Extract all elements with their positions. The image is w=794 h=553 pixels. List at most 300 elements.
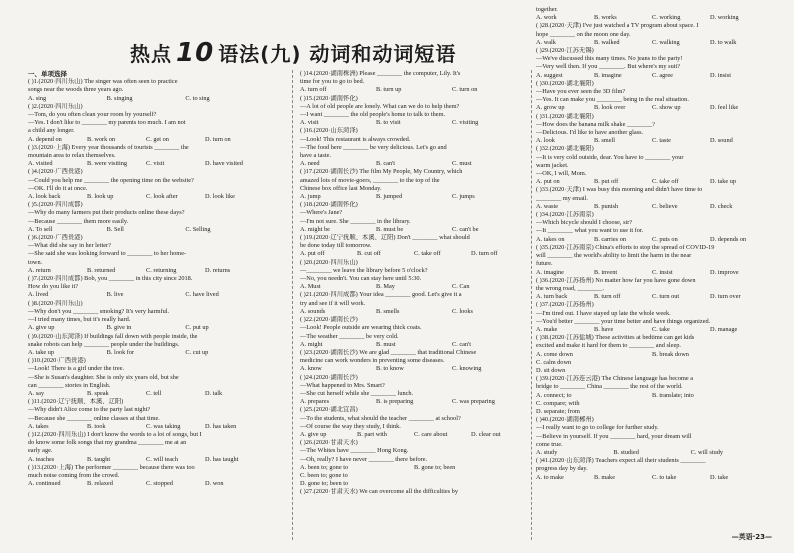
answer-options [536,293,768,301]
question-text: —Why don't you ________ smoking? It's very harmful. [28,307,170,315]
question-text: —The food here ________ be very delicious. Let's go and [300,143,447,151]
question-text: have a taste. [300,152,331,160]
answer-option[interactable]: B. can't [376,160,395,168]
title-number: 10 [176,38,215,68]
question-text: ( )21.(2020·四川成都) Your idea ________ good. Let's give it a [300,291,462,299]
answer-option[interactable]: D. improve [710,268,739,276]
answer-option[interactable]: A. continued [28,480,61,488]
answer-option[interactable]: B. live [106,291,124,299]
answer-option[interactable]: B. imagine [594,71,622,79]
answer-option[interactable]: A. teaches [28,455,55,463]
answer-option[interactable]: D. turn on [205,135,231,143]
answer-option[interactable]: A. put off [300,250,325,258]
question-item [536,186,768,211]
question-text: ( )23.(2020·湖南长沙) We are glad ________ that traditional Chinese [300,348,477,356]
answer-option[interactable]: C. take off [652,178,679,186]
question-text: ( )14.(2020·湖南株洲) Please ________ the computer, Lily. It's [300,70,461,77]
question-text: ( )40.(2020·湖南郴州) [536,416,594,424]
answer-option[interactable]: B. studied [613,448,639,456]
answer-option[interactable]: B. turn up [376,86,402,94]
answer-option[interactable]: B. translate; into [652,391,694,399]
question-item [28,168,264,201]
answer-options [300,398,528,406]
answer-option[interactable]: C. take [652,325,670,333]
question-text: —Because ________ them more easily. [28,217,129,225]
answer-option[interactable]: D. take up [710,178,737,186]
question-text: —I tried many times, but it's really hard. [28,316,131,324]
answer-options [536,104,768,112]
answer-option[interactable]: A. know [300,365,322,373]
question-text: ( )39.(2020·江苏连云港) The Chinese language has become a [536,375,694,383]
question-text: snake robots can help ________ people under the buildings. [28,340,180,348]
question-text: ( )10.(2020·广西贵港) [28,357,86,365]
answer-option[interactable]: B. look up [87,193,114,201]
answer-option[interactable]: A. look [536,137,555,145]
answer-option[interactable]: A. give up [300,430,327,438]
answer-option[interactable]: B. walked [594,38,620,46]
question-text: ( )26.(2020·甘肃天水) [300,439,358,447]
question-text: —I really want to go to college for further study. [536,424,659,432]
answer-option[interactable]: D. has taken [205,422,237,430]
answer-options [536,39,768,47]
question-item [536,359,768,375]
answer-option[interactable]: C. turn out [652,293,680,301]
answer-option[interactable]: C. returning [146,266,177,274]
answer-option[interactable]: B. cut off [357,250,381,258]
answer-option[interactable]: C. have lived [185,291,219,299]
column-2 [300,70,528,497]
question-text: ( )33.(2020·天津) I was busy this morning and didn't have time to [536,186,703,194]
question-item [536,22,768,47]
question-text: ( )34.(2020·江苏南京) [536,211,594,219]
page-footer: —英语·23— [731,533,772,541]
answer-option[interactable]: A. make [536,325,558,333]
question-text: ( )11.(2020·辽宁抚顺、本溪、辽阳) [28,398,124,406]
answer-option[interactable]: A. put on [536,178,560,186]
question-item [28,103,264,144]
answer-option[interactable]: C. put up [185,324,209,332]
question-text: ( )18.(2020·湖南怀化) [300,201,358,209]
answer-option[interactable]: B. smells [376,307,400,315]
answer-option[interactable]: B. singing [106,94,133,102]
answer-options [28,267,264,275]
answer-option[interactable]: C. knowing [452,365,482,373]
answer-options [28,95,264,103]
question-text: amazed lots of movie-goers, ________ to the top of the [300,176,440,184]
answer-options [300,250,528,258]
answer-option[interactable]: D. look like [205,193,235,201]
question-text: the wrong road, ________. [536,284,605,292]
answer-option[interactable]: C. was taking [146,422,181,430]
answer-option[interactable]: B. returned [87,266,116,274]
question-text: ( )3.(2020·上海) Every year thousands of tourists ________ the [28,143,189,151]
answer-options [28,480,264,488]
answer-option[interactable]: D. depends on [710,235,747,243]
answer-option[interactable]: A. give up [28,324,55,332]
question-item [28,398,264,431]
answer-option[interactable]: D. talk [205,389,223,397]
question-text: ( )19.(2020·辽宁抚顺、本溪、辽阳) Don't ________ what should [300,234,470,242]
question-text: C. been to; gone to [300,471,348,479]
question-item [536,211,768,244]
answer-option[interactable]: C. insist [652,268,673,276]
answer-option[interactable]: B. relaxed [87,480,113,488]
question-text: time for you to go to bed. [300,78,365,86]
answer-options [28,456,264,464]
answer-options [536,474,768,482]
answer-option[interactable]: C. can't be [452,225,479,233]
answer-option[interactable]: A. waste [536,202,559,210]
answer-option[interactable]: A. study [536,448,558,456]
answer-option[interactable]: C. cut up [185,348,209,356]
question-item [28,275,264,300]
question-item [300,168,528,201]
answer-option[interactable]: A. lived [28,291,49,299]
question-item [536,47,768,80]
question-text: —What did she say in her letter? [28,242,111,250]
question-item [300,291,528,316]
question-text: —She is Susan's daughter. She is only six years old, but she [28,373,179,381]
question-text: D. gone to; been to [300,480,349,488]
question-text: —I'm not sure. She ________ in the library. [300,217,411,225]
question-item [536,375,768,400]
question-text: future. [536,260,553,268]
answer-option[interactable]: A. work [536,14,557,22]
answer-option[interactable]: A. come down [536,350,573,358]
answer-options [536,351,768,359]
question-text: —Why didn't Alice come to the party last night? [28,406,151,414]
answer-option[interactable]: B. May [376,283,395,291]
answer-option[interactable]: B. work on [87,135,116,143]
column-3 [536,6,768,482]
answer-option[interactable]: D. working [710,14,739,22]
question-item [300,95,528,128]
answer-option[interactable]: A. connect; to [536,391,572,399]
question-text: ( )25.(2020·湖北宜昌) [300,406,358,414]
question-text: D. sit down [536,366,566,374]
answer-option[interactable]: D. sound [710,137,733,145]
answer-option[interactable]: A. need [300,160,320,168]
answer-option[interactable]: A. imagine [536,268,564,276]
question-text: ( )36.(2020·江苏扬州) No matter how far you have gone down [536,276,696,284]
answer-options [28,390,264,398]
answer-options [300,160,528,168]
question-text: do know some folk songs that my grandma ________ me at an [28,439,187,447]
question-text: —Of course the way they study, I think. [300,422,401,430]
question-text: ( )1.(2020·四川乐山) The singer was often seen to practice [28,78,178,86]
answer-option[interactable]: C. visit [146,160,165,168]
answer-option[interactable]: C. working [652,14,681,22]
question-item [28,431,264,464]
answer-option[interactable]: B. invent [594,268,618,276]
answer-option[interactable]: B. must be [376,225,404,233]
question-text: ( )8.(2020·四川乐山) [28,299,83,307]
answer-option[interactable]: D. to walk [710,38,737,46]
answer-option[interactable]: C. jumps [452,193,475,201]
answer-option[interactable]: B. jumped [376,193,403,201]
answer-option[interactable]: A. look back [28,193,61,201]
answer-option[interactable]: C. care about [414,430,448,438]
question-item [300,488,528,496]
question-list-3 [536,6,768,482]
question-text: excited and make it hard for them to ________ and sleep. [536,342,681,350]
answer-option[interactable]: B. punish [594,202,619,210]
question-text: ( )9.(2020·山东菏泽) If buildings fall down with people inside, the [28,332,198,340]
question-text: C. calm down [536,358,572,366]
question-item [536,277,768,302]
question-text: —No, you needn't. You can stay here until 5:30. [300,275,422,283]
answer-options [28,324,264,332]
answer-option[interactable]: D. take [710,473,729,481]
answer-option[interactable]: C. to take [652,473,677,481]
question-text: —A lot of old people are lonely. What can we do to help them? [300,102,460,110]
question-text: hope ________ on the moon one day. [536,30,631,38]
answer-options [300,226,528,234]
question-item [536,244,768,277]
answer-option[interactable]: C. take off [414,250,441,258]
answer-option[interactable]: A. been to; gone to [300,463,349,471]
title-rest: 语法(九) 动词和动词短语 [218,42,457,66]
question-text: ( )29.(2020·江苏无锡) [536,47,594,55]
question-text: ________ my email. [536,194,588,202]
question-text: ( )6.(2020·广西贵港) [28,234,83,242]
answer-option[interactable]: A. take up [28,348,55,356]
answer-options [536,326,768,334]
answer-option[interactable]: B. taught [87,455,111,463]
answer-option[interactable]: B. put off [594,178,619,186]
answer-option[interactable]: D. have visited [205,160,243,168]
answer-option[interactable]: B. turn off [594,293,621,301]
question-text: —How does the banana milk shake ________? [536,120,655,128]
question-text: ( )32.(2020·湖北襄阳) [536,145,594,153]
question-item [300,406,528,439]
answer-option[interactable]: C. visiting [452,119,479,127]
answer-options [536,14,768,22]
answer-option[interactable]: D. insist [710,71,731,79]
question-item [300,201,528,234]
answer-option[interactable]: B. were visiting [87,160,128,168]
question-item [300,259,528,292]
question-text: a child any longer. [28,127,75,135]
answer-option[interactable]: C. Can [452,283,470,291]
answer-option[interactable]: C. tell [146,389,162,397]
answer-option[interactable]: B. is preparing [376,398,414,406]
question-item [536,334,768,359]
answer-option[interactable]: D. check [710,202,733,210]
question-text: —I'm tired out. I have stayed up late the whole week. [536,309,671,317]
answer-options [300,283,528,291]
question-text: —It is very cold outside, dear. You have to ________ your [536,153,684,161]
question-text: town. [28,258,43,266]
question-item [300,234,528,259]
answer-option[interactable]: D. returns [205,266,231,274]
question-text: —She cut herself while she ________ lunch. [300,389,414,397]
question-item [300,439,528,472]
answer-option[interactable]: B. works [594,14,617,22]
question-text: How do you like it? [28,283,79,291]
question-text: —The weather ________ be very cold. [300,332,399,340]
answer-option[interactable]: D. clear out [471,430,501,438]
answer-option[interactable]: C. will teach [146,455,179,463]
title-prefix: 热点 [130,42,172,66]
answer-option[interactable]: C. walking [652,38,680,46]
answer-option[interactable]: D. manage [710,325,738,333]
answer-option[interactable]: A. say [28,389,45,397]
question-text: ( )20.(2020·四川乐山) [300,258,358,266]
question-text: —I want ________ the old people's home to talk to them. [300,111,446,119]
answer-option[interactable]: B. look over [594,104,626,112]
question-item [28,333,264,358]
answer-option[interactable]: B. look for [106,348,135,356]
answer-option[interactable]: B. have [594,325,614,333]
question-text: —Tom, do you often clean your room by yourself? [28,111,157,119]
answer-option[interactable]: B. must [376,340,396,348]
answer-option[interactable]: D. turn off [471,250,498,258]
question-item [300,374,528,407]
question-text: ( )7.(2020·四川成都) Bob, you ________ in this city since 2018. [28,275,193,283]
answer-option[interactable]: C. will study [690,448,724,456]
answer-option[interactable]: C. can't [452,340,471,348]
question-item [300,349,528,374]
answer-option[interactable]: A. depend on [28,135,62,143]
question-item [28,357,264,398]
answer-options [300,341,528,349]
question-text: —Have you ever seen the 3D film? [536,88,626,96]
answer-option[interactable]: C. to sing [185,94,210,102]
answer-option[interactable]: C. show up [652,104,681,112]
question-item [536,457,768,482]
answer-options [28,423,264,431]
answer-option[interactable]: B. to visit [376,119,401,127]
answer-option[interactable]: A. To sell [28,225,53,233]
answer-options [300,365,528,373]
answer-option[interactable]: A. takes on [536,235,565,243]
question-item [28,201,264,234]
answer-option[interactable]: A. Must [300,283,321,291]
answer-option[interactable]: D. won [205,480,224,488]
question-text: try and see if it will work. [300,299,366,307]
answer-option[interactable]: C. was preparing [452,398,495,406]
answer-option[interactable]: A. might be [300,225,330,233]
answer-option[interactable]: B. give in [106,324,132,332]
section-heading: 一、单项选择 [28,70,67,78]
question-item [536,6,768,22]
answer-option[interactable]: C. Selling [185,225,211,233]
answer-option[interactable]: B. carries on [594,235,626,243]
answer-option[interactable]: A. return [28,266,51,274]
answer-option[interactable]: A. turn back [536,293,568,301]
answer-option[interactable]: B. smell [594,137,615,145]
question-text: —You'd better ________ your time better and have things organized. [536,317,711,325]
question-text: —Because she ________ online classes at that time. [28,414,160,422]
answer-option[interactable]: B. make [594,473,615,481]
question-text: ( )38.(2020·江苏盐城) These activities at bedtime can get kids [536,334,695,342]
answer-option[interactable]: B. break down [652,350,689,358]
answer-option[interactable]: B. gone to; been [414,463,456,471]
answer-option[interactable]: C. turn on [452,86,478,94]
answer-option[interactable]: B. Sell [106,225,124,233]
answer-option[interactable]: B. speak [87,389,109,397]
answer-options [300,431,528,439]
page-title [130,38,456,68]
answer-option[interactable]: A. prepares [300,398,330,406]
question-item [300,472,528,488]
answer-option[interactable]: C. must [452,160,472,168]
answer-option[interactable]: C. stopped [146,480,173,488]
answer-option[interactable]: A. jump [300,193,321,201]
question-text: —Why do many farmers put their products online these days? [28,209,185,217]
question-text: be done today till tomorrow. [300,242,372,250]
question-text: C. compare; with [536,399,580,407]
question-text: mountain area to relax themselves. [28,152,116,160]
question-text: come true. [536,440,563,448]
answer-option[interactable]: A. sounds [300,307,326,315]
answer-option[interactable]: C. agree [652,71,673,79]
question-item [536,416,768,457]
answer-option[interactable]: D. has taught [205,455,239,463]
answer-option[interactable]: C. puts on [652,235,678,243]
answer-option[interactable]: C. taste [652,137,671,145]
answer-option[interactable]: D. turn over [710,293,741,301]
answer-option[interactable]: C. get on [146,135,169,143]
question-list-1 [28,78,264,488]
answer-options [300,86,528,94]
answer-option[interactable]: A. suggest [536,71,563,79]
answer-option[interactable]: B. part with [357,430,387,438]
answer-options [28,193,264,201]
answer-option[interactable]: C. looks [452,307,473,315]
answer-option[interactable]: B. took [87,422,106,430]
answer-option[interactable]: A. grow up [536,104,565,112]
answer-options [300,308,528,316]
answer-options [28,226,264,234]
answer-option[interactable]: A. visit [300,119,319,127]
question-item [536,113,768,146]
column-divider [531,70,532,540]
answer-options [536,72,768,80]
answer-option[interactable]: A. walk [536,38,556,46]
question-text: —Look! There is a girl under the tree. [28,365,125,373]
question-text: progress day by day. [536,465,588,473]
question-text: ( )2.(2020·四川乐山) [28,102,83,110]
column-divider [292,70,293,540]
question-text: —Yes. It can make you ________ being in the real situation. [536,96,689,104]
question-text: —The Whites have ________ Hong Kong. [300,447,409,455]
answer-option[interactable]: D. feel like [710,104,739,112]
question-text: —Yes. I don't like to ________ my parents too much. I am not [28,119,186,127]
question-text: ( )28.(2020·天津) I've just watched a TV program about space. I [536,22,699,30]
answer-options [536,203,768,211]
question-item [300,70,528,95]
answer-option[interactable]: B. to know [376,365,404,373]
answer-options [536,236,768,244]
answer-option[interactable]: A. to make [536,473,564,481]
question-item [300,127,528,168]
answer-option[interactable]: A. takes [28,422,49,430]
answer-option[interactable]: C. look after [146,193,178,201]
question-text: —Could you help me ________ the opening time on the website? [28,176,194,184]
question-text: —What happened to Mrs. Smart? [300,381,385,389]
answer-option[interactable]: A. might [300,340,323,348]
question-text: ( )5.(2020·四川成都) [28,201,83,209]
question-text: together. [536,6,558,13]
question-text: ( )13.(2020·上海) The performer ________ because there was too [28,463,195,471]
answer-option[interactable]: A. sing [28,94,47,102]
answer-option[interactable]: A. visited [28,160,53,168]
answer-option[interactable]: C. believe [652,202,678,210]
answer-option[interactable]: A. turn off [300,86,327,94]
question-text: medicine can work wonders in preventing some diseases. [300,357,445,365]
